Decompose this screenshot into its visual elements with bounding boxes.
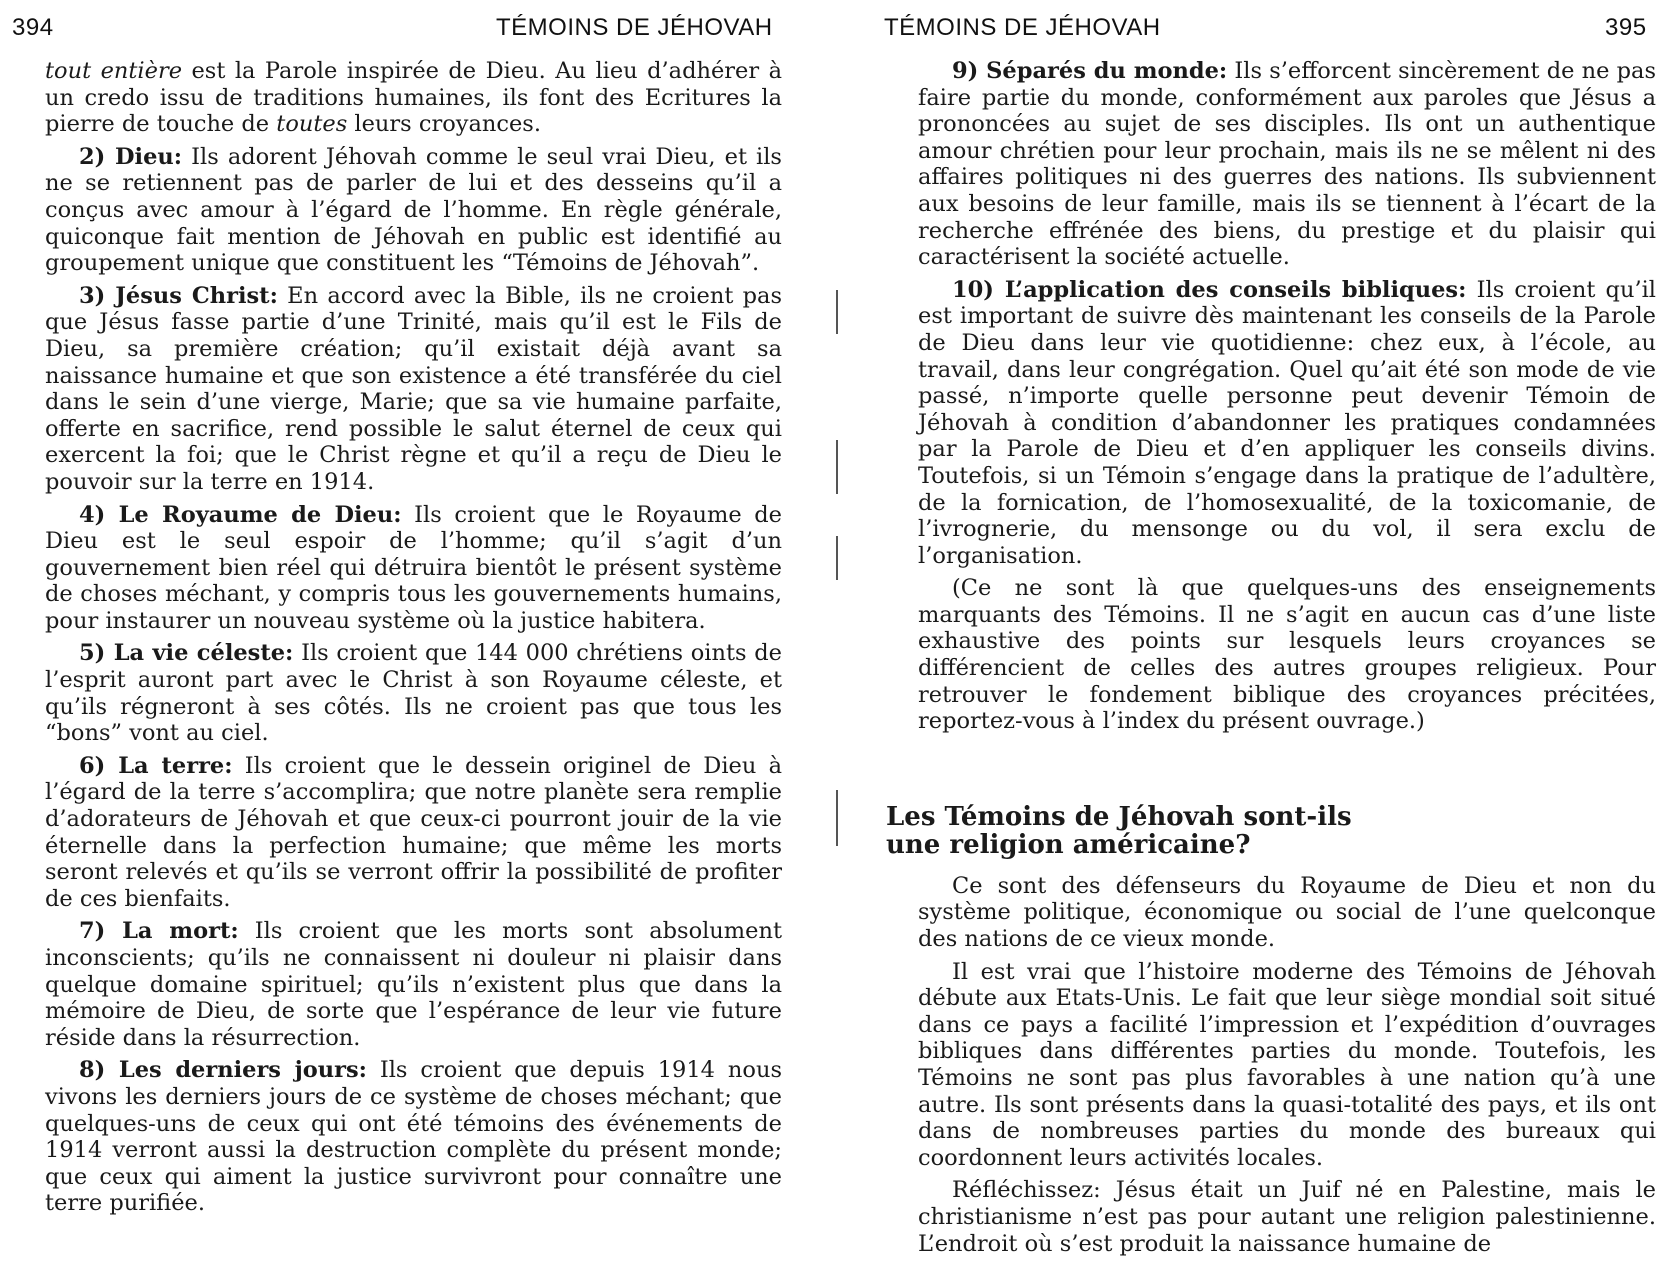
section-heading: Les Témoins de Jéhovah sont-ils une religion américaine? [886, 801, 1352, 860]
page-number-left: 394 [12, 14, 54, 41]
gutter-mark [836, 290, 838, 334]
note-paragraph: (Ce ne sont là que quelques-uns des enseignements marquants des Témoins. Il ne s’agit en aucun cas d’une liste exhaustive des points sur lesquels leurs croyances se différencient de celles des autres groupes religieux. Pour retrouver le fondement biblique des croyances précitées, reportez-vous à l’index du présent ouvrage.) [918, 575, 1656, 735]
right-page [860, 0, 1674, 1260]
point-9-paragraph: 9) Séparés du monde: Ils s’efforcent sincèrement de ne pas faire partie du monde, conformément aux paroles que Jésus a prononcées au sujet de ses disciples. Ils ont un authentique amour chrétien pour leur prochain, mais ils ne se mêlent ni des affaires politiques ni des guerres des nations. Ils subviennent aux besoins de leur famille, mais ils se tiennent à l’écart de la recherche effrénée des biens, du prestige et du plaisir qui caractérisent la société actuelle. [918, 58, 1656, 271]
left-body-text [45, 58, 782, 1223]
gutter-mark [836, 536, 838, 580]
point-2-paragraph: 2) Dieu: Ils adorent Jéhovah comme le seul vrai Dieu, et ils ne se retiennent pas de parler de lui et des desseins qu’il a conçus avec amour à l’égard de l’homme. En règle générale, quiconque fait mention de Jéhovah en public est identifié au groupement unique que constituent les “Témoins de Jéhovah”. [45, 143, 782, 277]
gutter-mark [836, 790, 838, 846]
gutter-mark [836, 440, 838, 494]
section-paragraph: Réfléchissez: Jésus était un Juif né en Palestine, mais le christianisme n’est pas pour autant une religion palestinienne. L’endroit où s’est produit la naissance humaine de [918, 1177, 1656, 1257]
point-8-paragraph: 8) Les derniers jours: Ils croient que depuis 1914 nous vivons les derniers jours de ce système de choses méchant; que quelques-uns de ceux qui ont été témoins des événements de 1914 verront aussi la destruction complète du présent monde; que ceux qui aiment la justice survivront pour connaître une terre purifiée. [45, 1057, 782, 1217]
intro-paragraph: tout entière est la Parole inspirée de Dieu. Au lieu d’adhérer à un credo issu de traditions humaines, ils font des Ecritures la pierre de touche de toutes leurs croyances. [45, 58, 782, 138]
point-3-paragraph: 3) Jésus Christ: En accord avec la Bible, ils ne croient pas que Jésus fasse partie d’une Trinité, mais qu’il est le Fils de Dieu, sa première création; qu’il existait déjà avant sa naissance humaine et que son existence a été transférée du ciel dans le sein d’une vierge, Marie; que sa vie humaine parfaite, offerte en sacrifice, rend possible le salut éternel de ceux qui exercent la foi; que le Christ règne et qu’il a reçu de Dieu le pouvoir sur la terre en 1914. [45, 282, 783, 495]
left-page [0, 0, 800, 1260]
page-number-right: 395 [1605, 14, 1647, 41]
point-10-paragraph: 10) L’application des conseils bibliques: Ils croient qu’il est important de suivre dès maintenant les conseils de la Parole de Dieu dans leur vie quotidienne: chez eux, à l’école, au travail, dans leur congrégation. Quel qu’ait été son mode de vie passé, n’importe quelle personne peut devenir Témoin de Jéhovah à condition d’abandonner les pratiques condamnées par la Parole de Dieu et d’en appliquer les conseils divins. Toutefois, si un Témoin s’engage dans la pratique de l’adultère, de la fornication, de l’homosexualité, de la toxicomanie, de l’ivrognerie, du mensonge ou du vol, il sera exclu de l’organisation. [918, 276, 1656, 569]
section-paragraph: Il est vrai que l’histoire moderne des Témoins de Jéhovah débute aux Etats-Unis. Le fait que leur siège mondial soit situé dans ce pays a facilité l’impression et l’expédition d’ouvrages bibliques dans différentes parties du monde. Toutefois, les Témoins ne sont pas plus favorables à une nation qu’à une autre. Ils sont présents dans la quasi-totalité des pays, et ils ont dans de nombreuses parties du monde des bureaux qui coordonnent leurs activités locales. [918, 958, 1656, 1171]
running-head-right: TÉMOINS DE JÉHOVAH [884, 14, 1161, 41]
running-head-left: TÉMOINS DE JÉHOVAH [496, 14, 773, 41]
point-4-paragraph: 4) Le Royaume de Dieu: Ils croient que le Royaume de Dieu est le seul espoir de l’homme; qu’il s’agit d’un gouvernement bien réel qui détruira bientôt le présent système de choses méchant, y compris tous les gouvernements humains, pour instaurer un nouveau système où la justice habitera. [45, 501, 782, 634]
point-6-paragraph: 6) La terre: Ils croient que le dessein originel de Dieu à l’égard de la terre s’accomplira; que notre planète sera remplie d’adorateurs de Jéhovah et que ceux-ci pourront jouir de la vie éternelle dans la perfection humaine; que même les morts seront relevés et qu’ils se verront offrir la possibilité de profiter de ces bienfaits. [45, 752, 782, 912]
section-paragraph: Ce sont des défenseurs du Royaume de Dieu et non du système politique, économique ou social de l’une quelconque des nations de ce vieux monde. [918, 872, 1656, 953]
point-5-paragraph: 5) La vie céleste: Ils croient que 144 000 chrétiens oints de l’esprit auront part avec le Christ à son Royaume céleste, et qu’ils régneront à ses côtés. Ils ne croient pas que tous les “bons” vont au ciel. [45, 640, 782, 747]
right-body-text [886, 58, 1656, 1263]
point-7-paragraph: 7) La mort: Ils croient que les morts sont absolument inconscients; qu’ils ne connaissent ni douleur ni plaisir dans quelque domaine spirituel; qu’ils n’existent plus que dans la mémoire de Dieu, de sorte que l’espérance de leur vie future réside dans la résurrection. [45, 918, 782, 1051]
